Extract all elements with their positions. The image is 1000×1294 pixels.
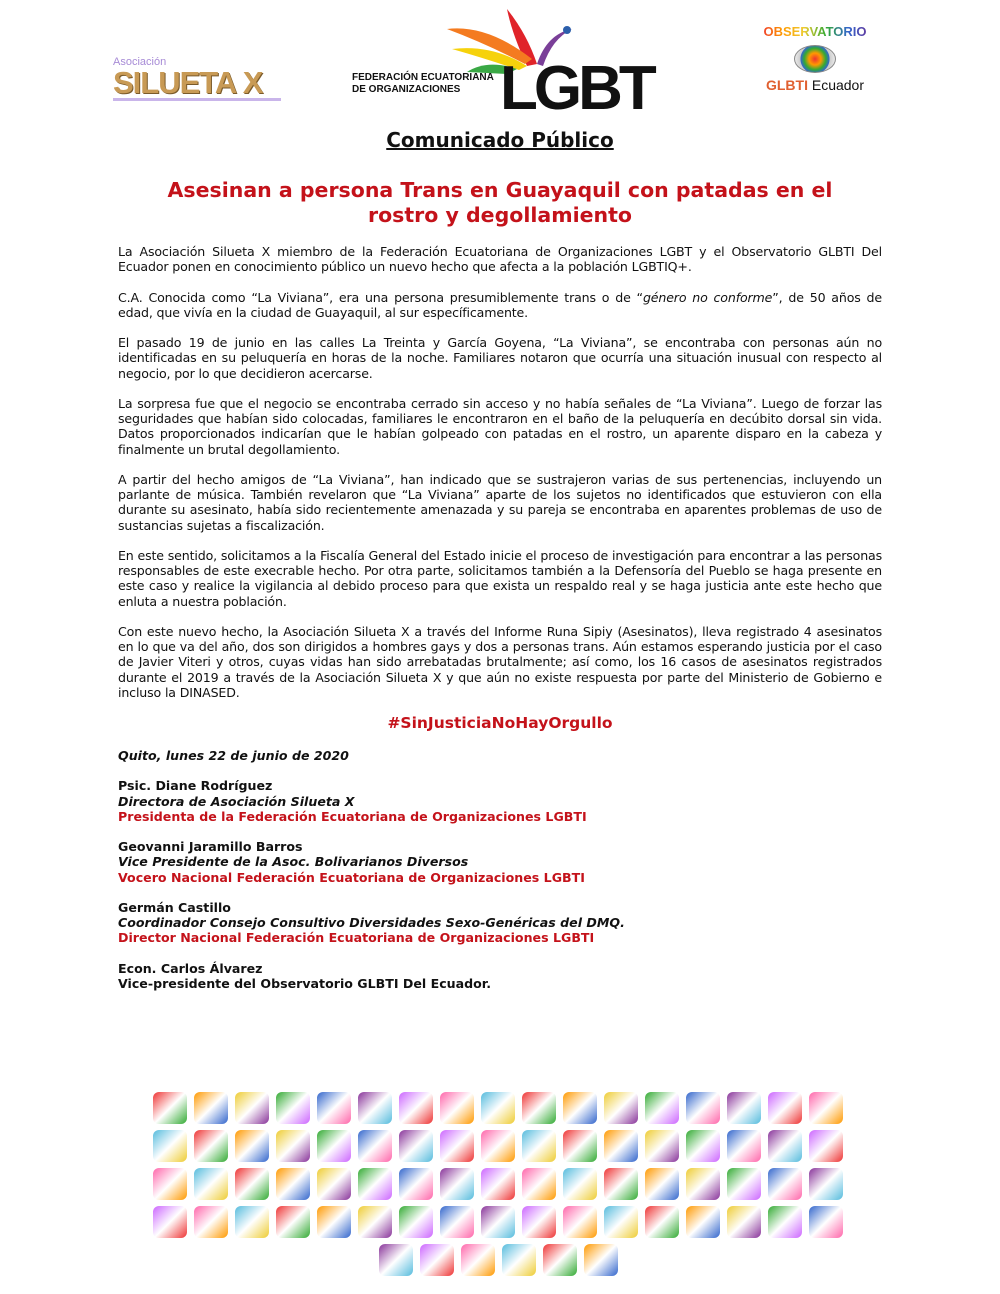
member-organizations-logos — [148, 1092, 848, 1282]
organization-logo — [379, 1244, 413, 1276]
signatory: Germán Castillo Coordinador Consejo Consultivo Diversidades Sexo-Genéricas del DMQ. Director Nacional Federación Ecuatoriana de Organizaciones LGBTI — [118, 899, 625, 946]
organization-logo — [686, 1130, 720, 1162]
organization-logo — [235, 1206, 269, 1238]
organization-logo — [153, 1130, 187, 1162]
organization-logo — [522, 1130, 556, 1162]
organization-logo — [317, 1168, 351, 1200]
organization-logo — [399, 1092, 433, 1124]
organization-logo — [563, 1168, 597, 1200]
organization-logo — [358, 1092, 392, 1124]
organization-logo — [153, 1206, 187, 1238]
organization-logo — [276, 1092, 310, 1124]
paragraph: C.A. Conocida como “La Viviana”, era una persona presumiblemente trans o de “género no conforme”, de 50 años de edad, que vivía en la ciudad de Guayaquil, al sur específicamente. — [118, 289, 882, 320]
organization-logo — [502, 1244, 536, 1276]
organization-logo — [686, 1206, 720, 1238]
organization-logo — [809, 1206, 843, 1238]
paragraph: La Asociación Silueta X miembro de la Federación Ecuatoriana de Organizaciones LGBT y el Observatorio GLBTI Del Ecuador ponen en conocimiento público un nuevo hecho que afecta a la población LGBTIQ+. — [118, 244, 882, 275]
signatory: Psic. Diane Rodríguez Directora de Asociación Silueta X Presidenta de la Federación Ecuatoriana de Organizaciones LGBTI — [118, 778, 587, 824]
organization-logo — [317, 1130, 351, 1162]
organization-logo — [420, 1244, 454, 1276]
organization-logo — [481, 1206, 515, 1238]
organization-logo — [399, 1168, 433, 1200]
organization-logo — [727, 1168, 761, 1200]
observatorio-glbti-logo — [760, 24, 870, 104]
organization-logo — [461, 1244, 495, 1276]
hashtag: #SinJusticiaNoHayOrgullo — [387, 714, 613, 732]
federacion-lgbt-logo — [352, 4, 653, 124]
signatory: Geovanni Jaramillo Barros Vice Presidente de la Asoc. Bolivarianos Diversos Vocero Nacional Federación Ecuatoriana de Organizaciones LGBTI — [118, 839, 585, 885]
organization-logo — [809, 1130, 843, 1162]
eye-icon — [794, 45, 836, 73]
organization-logo — [235, 1168, 269, 1200]
organization-logo — [563, 1092, 597, 1124]
organization-logo — [768, 1130, 802, 1162]
organization-logo — [645, 1092, 679, 1124]
federacion-text: FEDERACIÓN ECUATORIANA DE ORGANIZACIONES — [352, 72, 494, 95]
organization-logo — [522, 1168, 556, 1200]
organization-logo — [440, 1130, 474, 1162]
organization-logo — [809, 1168, 843, 1200]
paragraph: En este sentido, solicitamos a la Fiscalía General del Estado inicie el proceso de investigación para encontrar a las personas responsables de este execrable hecho. Por otra parte, solicitamos también a la Defensoría del Pueblo se haga presente en este caso y realice la vigilancia al debido proceso para que exista un respaldo real y se haga justicia ante este hecho que enluta a nuestra población. — [118, 547, 882, 609]
organization-logo — [481, 1092, 515, 1124]
organization-logo — [481, 1168, 515, 1200]
organization-logo — [543, 1244, 577, 1276]
organization-logo — [563, 1206, 597, 1238]
paragraph: La sorpresa fue que el negocio se encontraba cerrado sin acceso y no había señales de “La Viviana”. Luego de forzar las seguridades que habían sido colocadas, familiares le encontraron en el baño de la peluquería en decúbito dorsal sin vida. Datos proporcionados indicarían que le habían golpeado con patadas en el rostro, un aparente disparo en la cabeza y finalmente un brutal degollamiento. — [118, 395, 882, 457]
document-body — [118, 244, 882, 715]
paragraph: El pasado 19 de junio en las calles La Treinta y García Goyena, “La Viviana”, se encontraba con personas aún no identificadas en su peluquería en horas de la noche. Familiares notaron que ocurría una situación inusual con respecto al negocio, por lo que decidieron acercarse. — [118, 335, 882, 381]
organization-logo — [235, 1092, 269, 1124]
organization-logo — [317, 1092, 351, 1124]
organization-logo — [440, 1206, 474, 1238]
organization-logo — [194, 1206, 228, 1238]
organization-logo — [522, 1092, 556, 1124]
organization-logo — [317, 1206, 351, 1238]
organization-logo — [727, 1092, 761, 1124]
organization-logo — [153, 1168, 187, 1200]
organization-logo — [604, 1168, 638, 1200]
organization-logo — [604, 1130, 638, 1162]
organization-logo — [399, 1130, 433, 1162]
logo-text: SILUETA X — [113, 68, 281, 101]
organization-logo — [584, 1244, 618, 1276]
organization-logo — [727, 1130, 761, 1162]
logo-text: Asociación — [113, 56, 167, 68]
organization-logo — [809, 1092, 843, 1124]
organization-logo — [727, 1206, 761, 1238]
page-title: Comunicado Público — [386, 128, 614, 152]
organization-logo — [768, 1092, 802, 1124]
organization-logo — [604, 1206, 638, 1238]
silueta-x-logo — [113, 56, 281, 106]
organization-logo — [563, 1130, 597, 1162]
organization-logo — [276, 1206, 310, 1238]
organization-logo — [686, 1092, 720, 1124]
organization-logo — [645, 1168, 679, 1200]
organization-logo — [194, 1168, 228, 1200]
organization-logo — [399, 1206, 433, 1238]
organization-logo — [358, 1206, 392, 1238]
organization-logo — [522, 1206, 556, 1238]
organization-logo — [235, 1130, 269, 1162]
organization-logo — [194, 1092, 228, 1124]
organization-logo — [276, 1130, 310, 1162]
organization-logo — [276, 1168, 310, 1200]
organization-logo — [768, 1206, 802, 1238]
date: Quito, lunes 22 de junio de 2020 — [118, 748, 349, 763]
logo-text: GLBTI Ecuador — [765, 77, 865, 93]
organization-logo — [686, 1168, 720, 1200]
organization-logo — [153, 1092, 187, 1124]
organization-logo — [358, 1130, 392, 1162]
signatures — [118, 748, 882, 1006]
organization-logo — [645, 1206, 679, 1238]
lgbt-mark: LGBT — [500, 54, 653, 123]
organization-logo — [481, 1130, 515, 1162]
paragraph: Con este nuevo hecho, la Asociación Silueta X a través del Informe Runa Sipiy (Asesinatos), lleva registrado 4 asesinatos en lo que va del año, dos son dirigidos a hombres gays y dos a personas trans. Aún estamos esperando justicia por el caso de Javier Viteri y otros, cuyas vidas han sido arrebatadas brutalmente; así como, los 16 casos de asesinatos registrados durante el 2019 a través de la Asociación Silueta X y que aún no existe respuesta por parte del Ministerio de Gobierno e incluso la DINASED. — [118, 623, 882, 700]
signatory: Econ. Carlos Álvarez Vice-presidente del Observatorio GLBTI Del Ecuador. — [118, 960, 492, 991]
organization-logo — [604, 1092, 638, 1124]
headline: Asesinan a persona Trans en Guayaquil con patadas en el rostro y degollamiento — [167, 178, 833, 227]
organization-logo — [768, 1168, 802, 1200]
organization-logo — [440, 1092, 474, 1124]
organization-logo — [645, 1130, 679, 1162]
organization-logo — [440, 1168, 474, 1200]
organization-logo — [358, 1168, 392, 1200]
paragraph: A partir del hecho amigos de “La Viviana”, han indicado que se sustrajeron varias de sus pertenencias, incluyendo un parlante de música. También revelaron que “La Viviana” aparte de los sujetos no identificados que estuvieron con ella durante su asesinato, había sido recientemente amenazada y su pareja se encontraba en aparentes problemas de uso de sustancias sujetas a fiscalización. — [118, 471, 882, 533]
logo-text: OBSERVATORIO — [760, 24, 870, 39]
organization-logo — [194, 1130, 228, 1162]
